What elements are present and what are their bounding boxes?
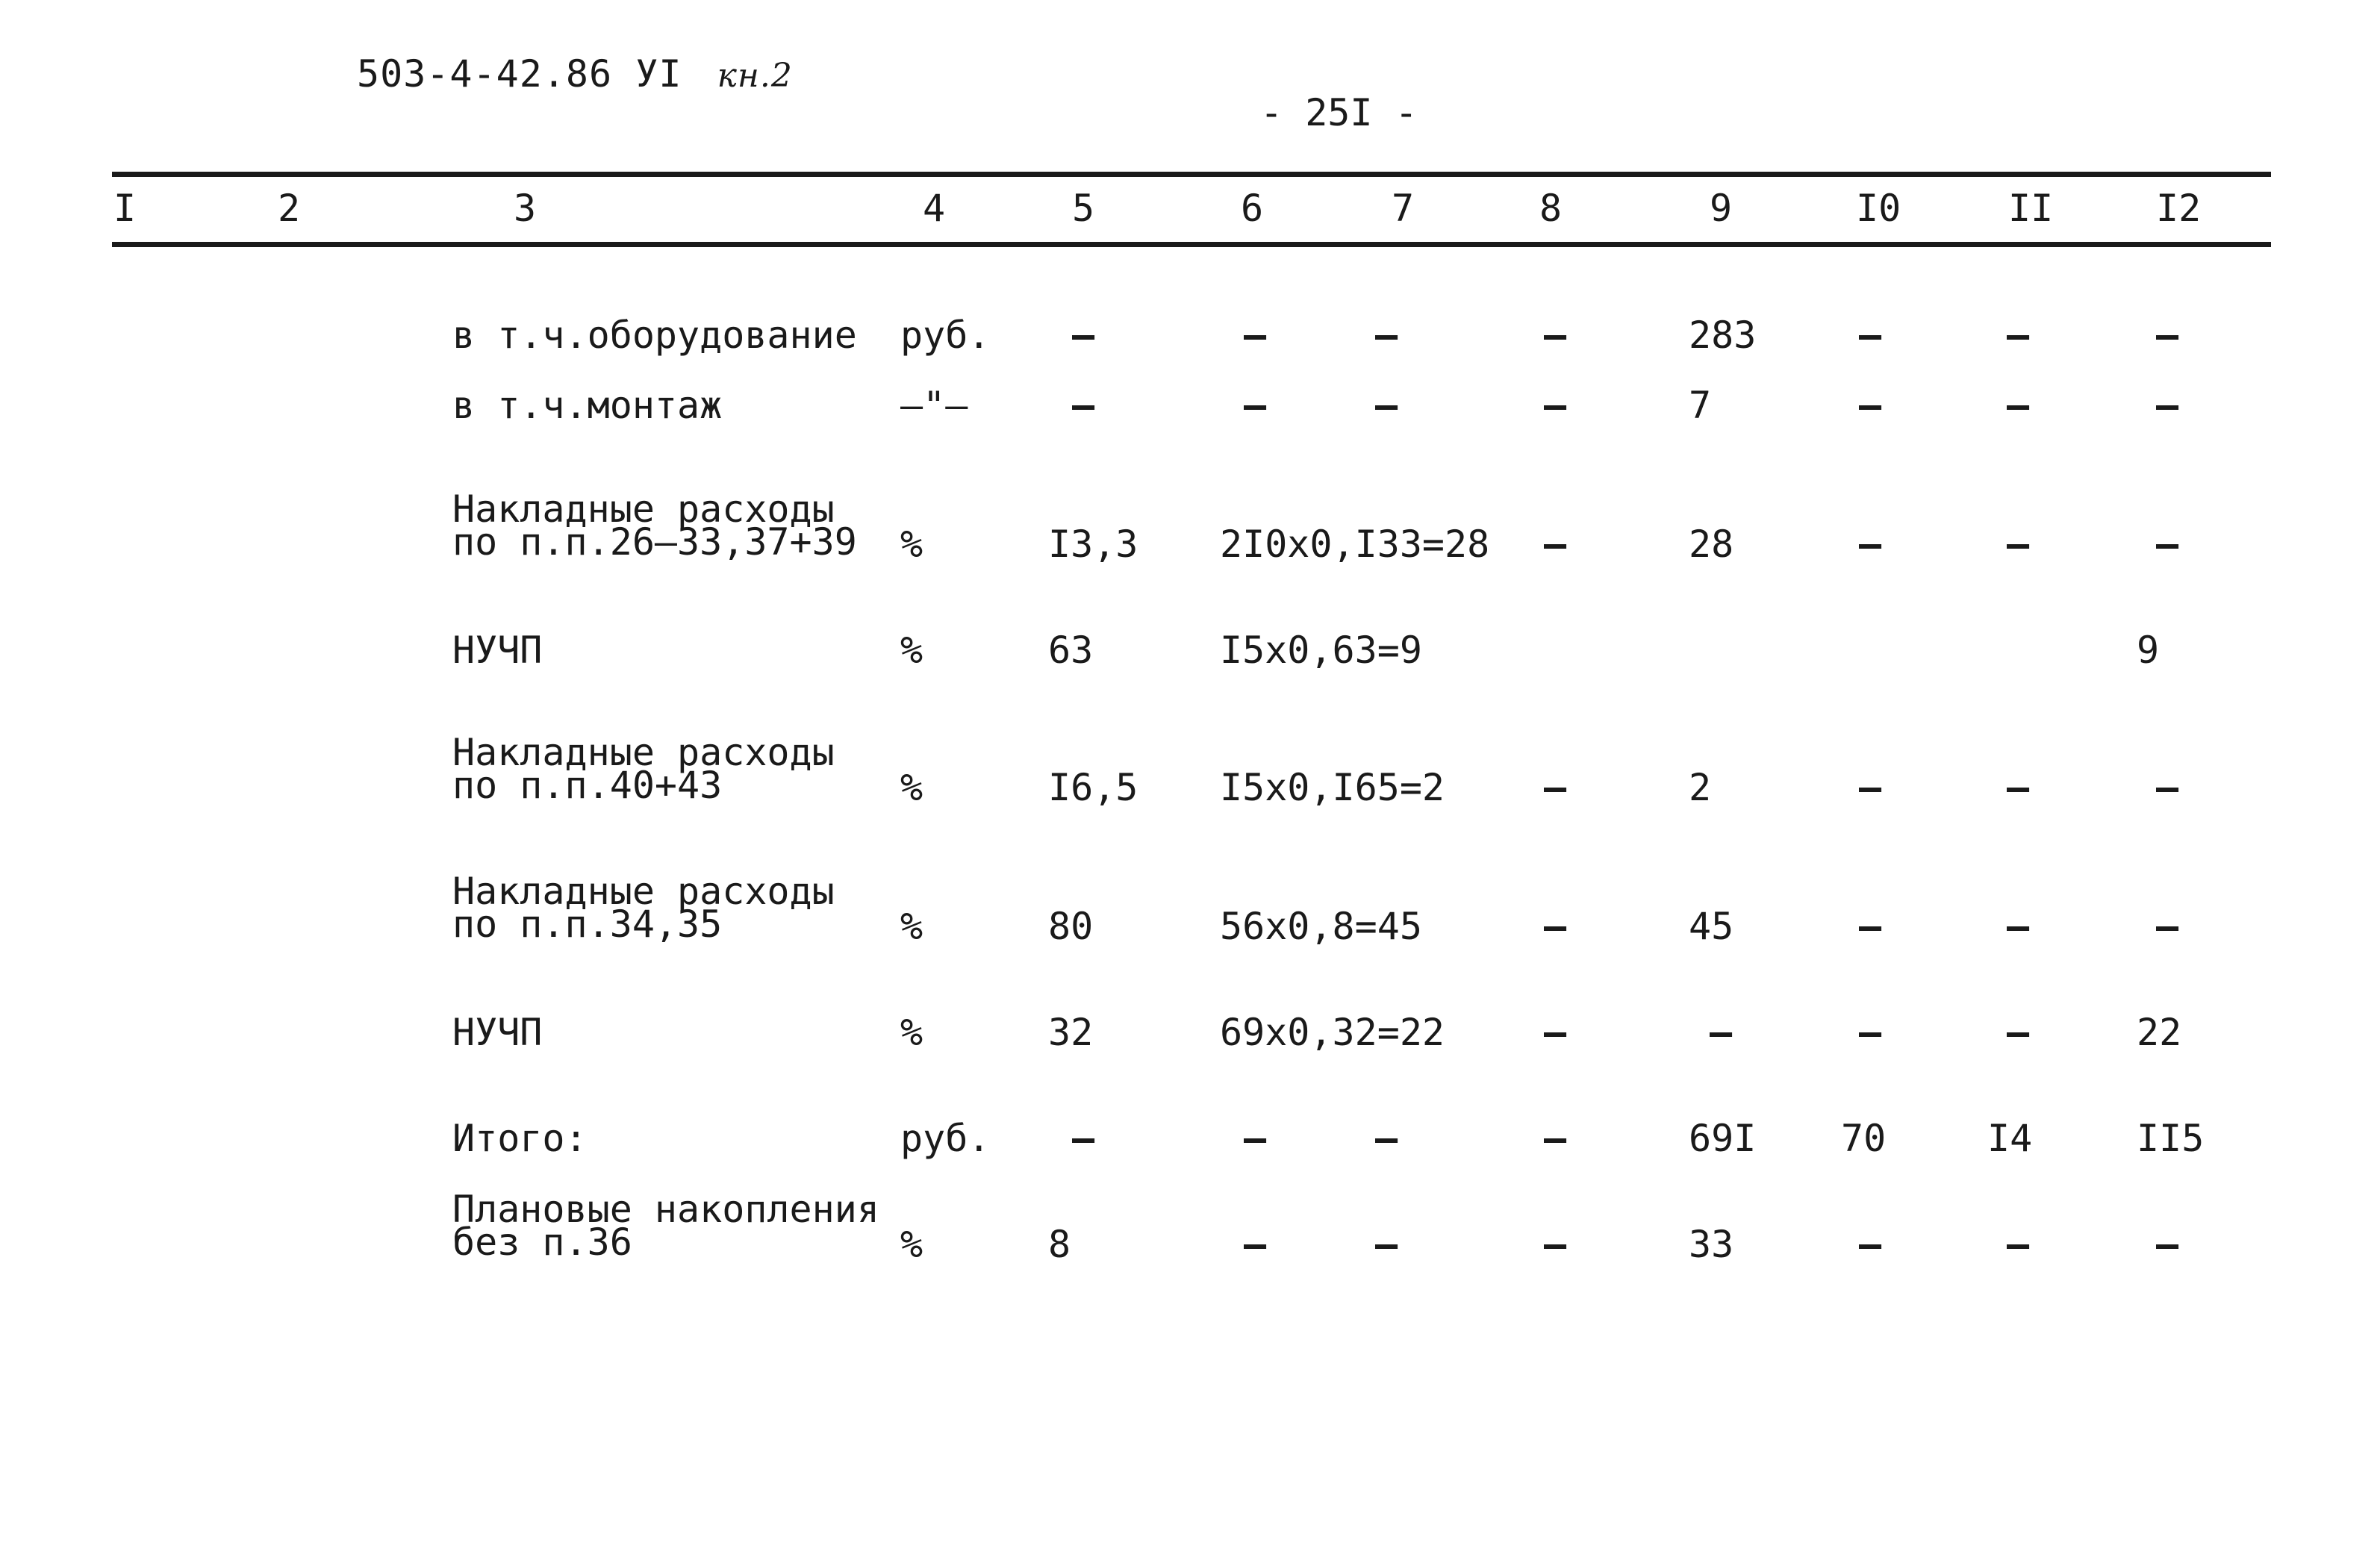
cell-col6: – <box>1244 1117 1267 1160</box>
column-header-3: 3 <box>514 187 537 230</box>
table-header-rule <box>112 242 2271 247</box>
cell-col12: – <box>2156 1223 2179 1266</box>
cell-col10: – <box>1859 523 1882 566</box>
cell-col5: – <box>1072 1117 1095 1160</box>
cell-col7: – <box>1375 1117 1398 1160</box>
cell-col5: 80 <box>1048 905 1094 948</box>
column-header-8: 8 <box>1539 187 1563 230</box>
doc-code-number: 503-4-42.86 <box>357 52 613 96</box>
row-unit: % <box>900 1011 923 1054</box>
column-header-6: 6 <box>1241 187 1264 230</box>
cell-col5: – <box>1072 384 1095 427</box>
cell-col8: – <box>1544 1223 1567 1266</box>
cell-col10: – <box>1859 314 1882 357</box>
cell-col5: 63 <box>1048 629 1094 672</box>
cell-col5: 8 <box>1048 1223 1071 1266</box>
row-name-line1: Накладные расходы <box>452 731 835 774</box>
row-unit: –"– <box>900 384 968 427</box>
cell-col12: 9 <box>2137 629 2160 672</box>
cell-col9: 283 <box>1689 314 1757 357</box>
row-name: Итого: <box>452 1117 588 1160</box>
column-header-4: 4 <box>923 187 946 230</box>
cell-col11: – <box>2007 314 2030 357</box>
row-name: в т.ч.оборудование <box>452 314 857 357</box>
cell-col11: – <box>2007 1011 2030 1054</box>
row-unit: руб. <box>900 1117 991 1160</box>
row-unit: % <box>900 1223 923 1266</box>
cell-col8: – <box>1544 1117 1567 1160</box>
cell-col12: – <box>2156 314 2179 357</box>
row-unit: % <box>900 523 923 566</box>
cell-col8: – <box>1544 384 1567 427</box>
column-header-10: I0 <box>1856 187 1901 230</box>
row-name-line2: без п.36 <box>452 1221 632 1264</box>
cell-col11: – <box>2007 766 2030 809</box>
cell-col11: I4 <box>1987 1117 2033 1160</box>
row-name: в т.ч.монтаж <box>452 384 723 427</box>
row-unit: % <box>900 766 923 809</box>
cell-col5: I3,3 <box>1048 523 1138 566</box>
cell-col9: 7 <box>1689 384 1712 427</box>
cell-col10: – <box>1859 905 1882 948</box>
row-name-line1: Накладные расходы <box>452 487 835 531</box>
book-number-handwritten: кн.2 <box>717 57 793 95</box>
row-name-line1: Плановые накопления <box>452 1188 879 1231</box>
cell-col12: – <box>2156 384 2179 427</box>
column-header-1: I <box>113 187 137 230</box>
cell-col12: – <box>2156 766 2179 809</box>
cell-calc: 69х0,32=22 <box>1220 1011 1445 1054</box>
cell-col11: – <box>2007 905 2030 948</box>
cell-col6: – <box>1244 314 1267 357</box>
cell-col10: – <box>1859 1011 1882 1054</box>
row-name-line2: по п.п.40+43 <box>452 764 723 807</box>
cell-col8: – <box>1544 1011 1567 1054</box>
cell-calc: 56х0,8=45 <box>1220 905 1422 948</box>
column-header-11: II <box>2008 187 2054 230</box>
cell-col10: – <box>1859 1223 1882 1266</box>
row-name: НУЧП <box>452 629 543 672</box>
cell-col5: – <box>1072 314 1095 357</box>
row-unit: руб. <box>900 314 991 357</box>
cell-col9: 2 <box>1689 766 1712 809</box>
cell-col9: 28 <box>1689 523 1734 566</box>
cell-col8: – <box>1544 314 1567 357</box>
row-name-line2: по п.п.26–33,37+39 <box>452 520 857 564</box>
cell-calc: I5х0,I65=2 <box>1220 766 1445 809</box>
cell-col8: – <box>1544 523 1567 566</box>
cell-col5: I6,5 <box>1048 766 1138 809</box>
column-header-7: 7 <box>1392 187 1415 230</box>
cell-col11: – <box>2007 384 2030 427</box>
cell-col12: – <box>2156 905 2179 948</box>
row-name: НУЧП <box>452 1011 543 1054</box>
cell-col12: 22 <box>2137 1011 2182 1054</box>
row-unit: % <box>900 905 923 948</box>
cell-col5: 32 <box>1048 1011 1094 1054</box>
album-number: УI <box>635 52 682 96</box>
row-unit: % <box>900 629 923 672</box>
cell-col8: – <box>1544 905 1567 948</box>
cell-col9: 69I <box>1689 1117 1757 1160</box>
column-header-9: 9 <box>1710 187 1733 230</box>
document-code <box>357 52 793 96</box>
cell-col10: 70 <box>1841 1117 1887 1160</box>
cell-calc: I5х0,63=9 <box>1220 629 1422 672</box>
cell-col12: – <box>2156 523 2179 566</box>
page-number: - 25I - <box>1260 91 1418 134</box>
column-header-12: I2 <box>2156 187 2202 230</box>
cell-col12: II5 <box>2137 1117 2205 1160</box>
column-header-2: 2 <box>278 187 301 230</box>
cell-col10: – <box>1859 766 1882 809</box>
cell-col7: – <box>1375 314 1398 357</box>
cell-col7: – <box>1375 1223 1398 1266</box>
cell-col11: – <box>2007 1223 2030 1266</box>
row-name-line2: по п.п.34,35 <box>452 903 723 946</box>
cell-col9: 45 <box>1689 905 1734 948</box>
column-header-5: 5 <box>1072 187 1095 230</box>
cell-col9: 33 <box>1689 1223 1734 1266</box>
cell-calc: 2I0х0,I33=28 <box>1220 523 1490 566</box>
row-name-line1: Накладные расходы <box>452 870 835 913</box>
cell-col10: – <box>1859 384 1882 427</box>
table-top-rule <box>112 172 2271 177</box>
cell-col6: – <box>1244 1223 1267 1266</box>
cell-col11: – <box>2007 523 2030 566</box>
cell-col7: – <box>1375 384 1398 427</box>
cell-col8: – <box>1544 766 1567 809</box>
cell-col9: – <box>1710 1011 1733 1054</box>
cell-col6: – <box>1244 384 1267 427</box>
